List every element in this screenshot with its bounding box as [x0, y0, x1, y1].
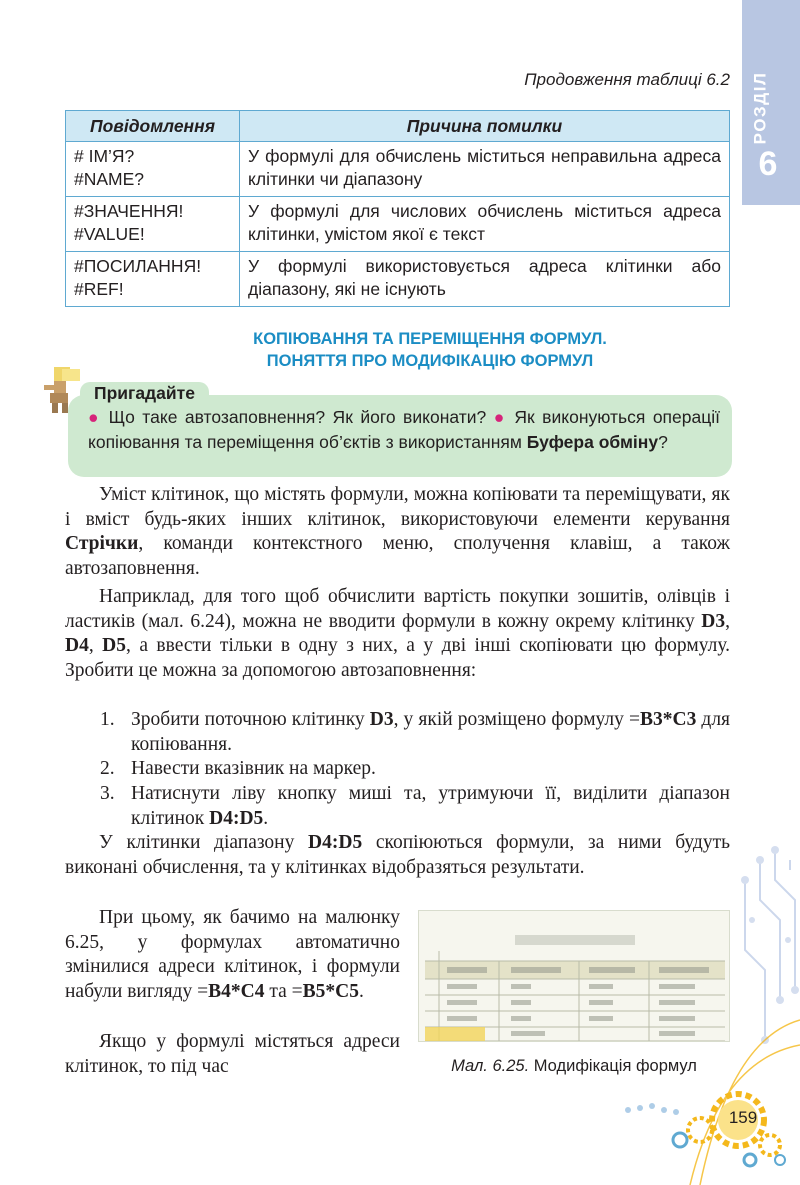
recall-question-2-end: ?: [658, 432, 668, 452]
text: Якщо у формулі містяться адреси клітинок, то під час: [65, 1031, 400, 1077]
chapter-label: РОЗДІЛ: [750, 71, 769, 145]
cell-ref: D4:D5: [308, 832, 363, 853]
text: При цьому, як бачимо на малюнку 6.25, у формулах автоматично змінилися адреси клітинок, і формули набули вигляду =: [65, 907, 400, 1002]
chapter-number: 6: [758, 145, 778, 183]
figure-label: Мал. 6.25.: [451, 1057, 530, 1075]
error-code-en: #REF!: [74, 279, 124, 299]
text: У клітинки діапазону: [99, 832, 295, 853]
text: та =: [264, 980, 303, 1002]
header-message: Повідомлення: [66, 111, 240, 142]
recall-question-2: Як виконуються операції копіювання та переміщення об’єктів з використанням: [88, 407, 720, 452]
figure-caption-text: Модифікація формул: [529, 1057, 697, 1075]
text: Зробити поточною клітинку: [131, 709, 365, 730]
text: Натиснути ліву кнопку миші та, утримуючи її, виділити діапазон клітинок: [131, 783, 730, 829]
recall-title: Пригадайте: [80, 382, 209, 405]
text: для копіювання.: [131, 709, 731, 755]
bullet-icon: ●: [88, 407, 102, 427]
cell-ref: D3: [369, 709, 394, 730]
text: ,: [88, 635, 94, 657]
error-reason-cell: У формулі використовується адреса клітинки або діапазону, які не існують: [240, 252, 730, 307]
step-number: 2.: [100, 758, 115, 779]
bullet-icon: ●: [493, 407, 507, 427]
text: .: [358, 980, 364, 1002]
formula: B5*C5: [302, 980, 359, 1002]
header-reason: Причина помилки: [240, 111, 730, 142]
cell-ref: D5: [102, 635, 127, 657]
recall-question-1: Що таке автозаповнення? Як його виконати?: [108, 407, 487, 427]
error-code-ua: #ПОСИЛАННЯ!: [74, 256, 202, 276]
text: Навести вказівник на маркер.: [131, 758, 376, 779]
text: Наприклад, для того щоб обчислити вартість покупки зошитів, олівців і ластиків (мал. 6.24), можна не вводити формули в кожну окрему клітинку: [65, 586, 730, 632]
text: скопіюються формули, за ними будуть виконані обчислення, та у клітинках відобразяться результати.: [65, 832, 730, 878]
error-code-en: #VALUE!: [74, 224, 145, 244]
error-code-en: #NAME?: [74, 169, 145, 189]
page-number: 159: [728, 1108, 758, 1127]
section-heading-line2: ПОНЯТТЯ ПРО МОДИФІКАЦІЮ ФОРМУЛ: [266, 352, 594, 370]
text: , команди контекстного меню, сполучення клавіш, а також автозаповнення.: [65, 533, 730, 579]
text: Уміст клітинок, що містять формули, можна копіювати та переміщувати, як і вміст будь-яких інших клітинок, використовуючи елементи керування: [65, 484, 730, 530]
error-code-ua: # ІМ’Я?: [74, 146, 135, 166]
text: ,: [725, 610, 730, 632]
text: , у якій розміщено формулу =: [393, 709, 640, 730]
cell-ref: D4:D5: [209, 807, 264, 829]
cell-ref: D4: [65, 635, 89, 657]
step-number: 1.: [100, 709, 115, 730]
text: , а ввести тільки в одну з них, а у дві інші скопіювати цю формулу. Зробити це можна за допомогою автозаповнення:: [65, 635, 731, 681]
formula: B3*C3: [639, 709, 697, 730]
error-code-ua: #ЗНАЧЕННЯ!: [74, 201, 184, 221]
error-reason-cell: У формулі для числових обчислень міститься адреса клітинки, умістом якої є текст: [240, 197, 730, 252]
text: .: [263, 807, 269, 829]
recall-question-2-term: Буфера обміну: [526, 432, 659, 452]
formula: B4*C4: [208, 980, 265, 1002]
table-caption: Продовження таблиці 6.2: [524, 70, 730, 89]
step-number: 3.: [100, 783, 115, 804]
term: Стрічки: [65, 533, 139, 555]
error-reason-cell: У формулі для обчислень міститься неправильна адреса клітинки чи діапазону: [240, 142, 730, 197]
section-heading-line1: КОПІЮВАННЯ ТА ПЕРЕМІЩЕННЯ ФОРМУЛ.: [253, 330, 607, 348]
cell-ref: D3: [701, 610, 726, 632]
